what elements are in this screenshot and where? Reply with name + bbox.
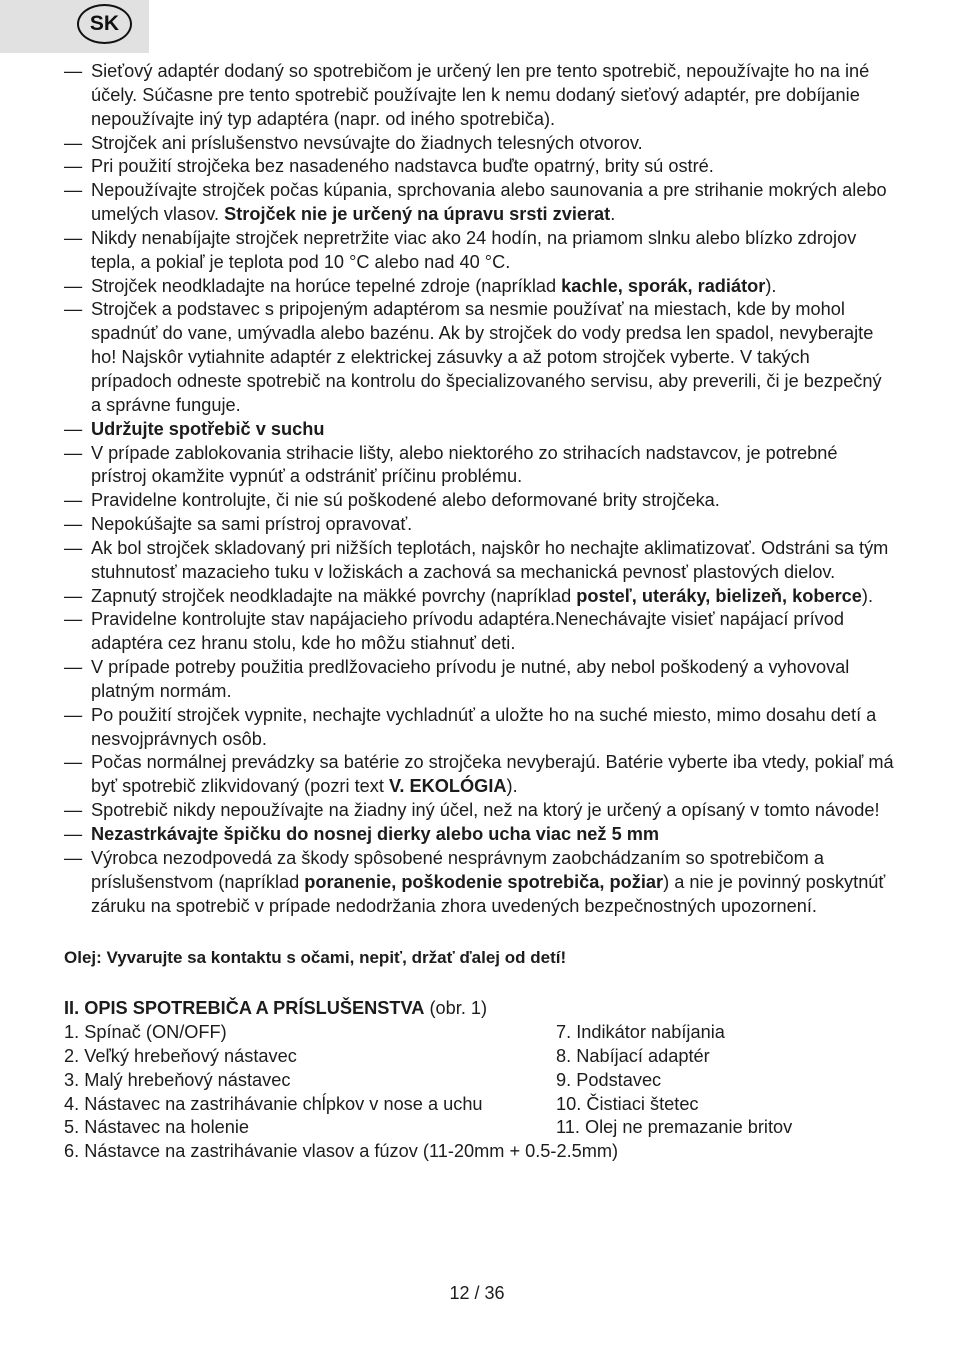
warning-text-bold: Strojček nie je určený na úpravu srsti zvierat [224,204,611,225]
dash-bullet: — [64,61,83,81]
dash-bullet: — [64,442,83,463]
dash-bullet: — [64,847,83,868]
warning-item [64,513,894,537]
dash-bullet: — [64,227,83,248]
warning-item [64,704,894,752]
dash-bullet: — [64,800,83,821]
warning-text: ). [765,275,777,296]
dash-bullet: — [64,609,83,630]
description-section [64,997,894,1164]
dash-bullet: — [64,132,83,153]
warning-item [64,656,894,704]
warning-text: V prípade potreby použitia predlžovacieho prívodu je nutné, aby nebol poškodený a vyhovoval platným normám. [91,657,850,701]
page-content [64,60,894,1164]
warning-text: Pravidelne kontrolujte, či nie sú poškodené alebo deformované brity strojčeka. [91,490,720,511]
warning-item [64,751,894,799]
warning-item [64,179,894,227]
dash-bullet: — [64,180,83,201]
warning-text: Zapnutý strojček neodkladajte na mäkké povrchy (napríklad [91,585,577,606]
warning-item [64,155,894,179]
dash-bullet: — [64,704,83,725]
part-item: 5. Nástavec na holenie [64,1117,250,1138]
warning-text: Po použití strojček vypnite, nechajte vychladnúť a uložte ho na suché miesto, mimo dosahu detí a nesvojprávnych osôb. [91,704,877,749]
warning-text: Spotrebič nikdy nepoužívajte na žiadny iný účel, než na ktorý je určený a opísaný v tomto návode! [91,800,880,821]
warning-item [64,823,894,847]
warning-text: Ak bol strojček skladovaný pri nižších teplotách, najskôr ho nechajte aklimatizovať. Odstráni sa tým stuhnutosť mazacieho tuku v ložiskách a zachová sa mechanická pevnosť plastových dielov. [91,537,889,582]
warning-text: Strojček a podstavec s pripojeným adaptérom sa nesmie používať na miestach, kde by mohol spadnúť do vane, umývadla alebo bazénu. Ak by strojček do vody predsa len spadol, nevyberajte ho! Najskôr vytiahnite adaptér z elektrickej zásuvky a až potom strojček vyberte. V takých prípadoch odneste spotrebič na kontrolu do špecializovaného servisu, aby preverili, či je bezpečný a správne funguje. [91,299,882,415]
warning-text: Sieťový adaptér dodaný so spotrebičom je určený len pre tento spotrebič, nepoužívajte ho na iné účely. Súčasne pre tento spotrebič používajte len k nemu dodaný sieťový adaptér, pre dobíjanie nepoužívajte iný typ adaptéra (napr. od iného spotrebiča). [91,61,870,129]
warning-text: ) a nie je povinný poskytnúť záruku na spotrebič v prípade nedodržania zhora uvedených bezpečnostných upozornení. [91,871,886,916]
warning-text-bold: kachle, sporák, radiátor [561,275,766,296]
warning-text: Nepokúšajte sa sami prístroj opravovať. [91,514,413,535]
warning-item [64,298,894,417]
warning-item [64,418,894,442]
warning-item [64,585,894,609]
dash-bullet: — [64,299,83,320]
warning-text-bold: posteľ, uteráky, bielizeň, koberce [576,585,862,606]
warning-item [64,227,894,275]
warning-text: Pri použití strojčeka bez nasadeného nadstavca buďte opatrný, brity sú ostré. [91,156,714,177]
part-item: 2. Veľký hrebeňový nástavec [64,1045,297,1066]
warning-item [64,847,894,919]
warning-text-bold: V. EKOLÓGIA [388,776,507,797]
dash-bullet: — [64,490,83,511]
oil-warning-note: Olej: Vyvarujte sa kontaktu s očami, nepiť, držať ďalej od detí! [64,948,567,968]
part-item: 10. Čistiaci štetec [556,1093,699,1114]
warning-text: Nepoužívajte strojček počas kúpania, sprchovania alebo saunovania a pre strihanie mokrých alebo umelých vlasov. [91,180,887,225]
warning-text: . [610,204,616,225]
dash-bullet: — [64,514,83,535]
warning-item [64,442,894,490]
part-item: 9. Podstavec [556,1069,662,1090]
warning-text: Výrobca nezodpovedá za škody spôsobené nesprávnym zaobchádzaním so spotrebičom a príslušenstvom (napríklad [91,847,824,892]
part-item: 11. Olej ne premazanie britov [556,1117,793,1138]
section-heading [64,997,894,1021]
warning-item [64,608,894,656]
warning-item [64,537,894,585]
dash-bullet: — [64,752,83,773]
dash-bullet: — [64,824,83,844]
warning-text-bold: Udržujte spotřebič v suchu [91,418,325,439]
parts-list [64,1021,894,1164]
warning-text: ). [506,776,518,797]
language-tab [0,0,149,53]
warning-item [64,799,894,823]
safety-warnings-list [64,60,894,918]
warning-item [64,275,894,299]
dash-bullet: — [64,537,83,558]
warning-item [64,60,894,132]
warning-text-bold: poranenie, poškodenie spotrebiča, požiar [304,871,664,892]
part-item: 6. Nástavce na zastrihávanie vlasov a fúzov (11-20mm + 0.5-2.5mm) [64,1141,619,1162]
warning-text: Strojček neodkladajte na horúce tepelné zdroje (napríklad [91,275,562,296]
warning-text: ). [861,585,874,606]
page-number: 12 / 36 [449,1283,505,1303]
dash-bullet: — [64,156,83,177]
section-figure-ref: (obr. 1) [424,998,488,1019]
warning-text: V prípade zablokovania strihacie lišty, alebo niektorého zo strihacích nadstavcov, je potrebné prístroj okamžite vypnúť a odstrániť príčinu problému. [91,442,838,487]
dash-bullet: — [64,275,83,296]
part-item: 8. Nabíjací adaptér [556,1045,710,1066]
part-item: 4. Nástavec na zastrihávanie chĺpkov v nose a uchu [64,1093,483,1114]
section-title: II. OPIS SPOTREBIČA A PRÍSLUŠENSTVA [64,998,425,1019]
warning-text: Pravidelne kontrolujte stav napájacieho prívodu adaptéra.Nenechávajte visieť napájací prívod adaptéra cez hranu stolu, kde ho môžu stiahnuť deti. [91,609,844,654]
dash-bullet: — [64,585,83,606]
part-item: 7. Indikátor nabíjania [556,1022,725,1043]
part-item: 3. Malý hrebeňový nástavec [64,1069,291,1090]
warning-text: Počas normálnej prevádzky sa batérie zo strojčeka nevyberajú. Batérie vyberte iba vtedy, pokiaľ má byť spotrebič zlikvidovaný (pozri text [91,752,894,797]
warning-item [64,489,894,513]
dash-bullet: — [64,657,83,678]
warning-text-bold: Nezastrkávajte špičku do nosnej dierky alebo ucha viac než 5 mm [91,824,660,844]
part-item: 1. Spínač (ON/OFF) [64,1022,227,1043]
warning-text: Nikdy nenabíjajte strojček nepretržite viac ako 24 hodín, na priamom slnku alebo blízko zdrojov tepla, a pokiaľ je teplota pod 10 °C alebo nad 40 °C. [91,227,857,272]
language-badge: SK [77,4,132,44]
warning-item [64,132,894,156]
dash-bullet: — [64,418,83,439]
warning-text: Strojček ani príslušenstvo nevsúvajte do žiadnych telesných otvorov. [91,132,643,153]
